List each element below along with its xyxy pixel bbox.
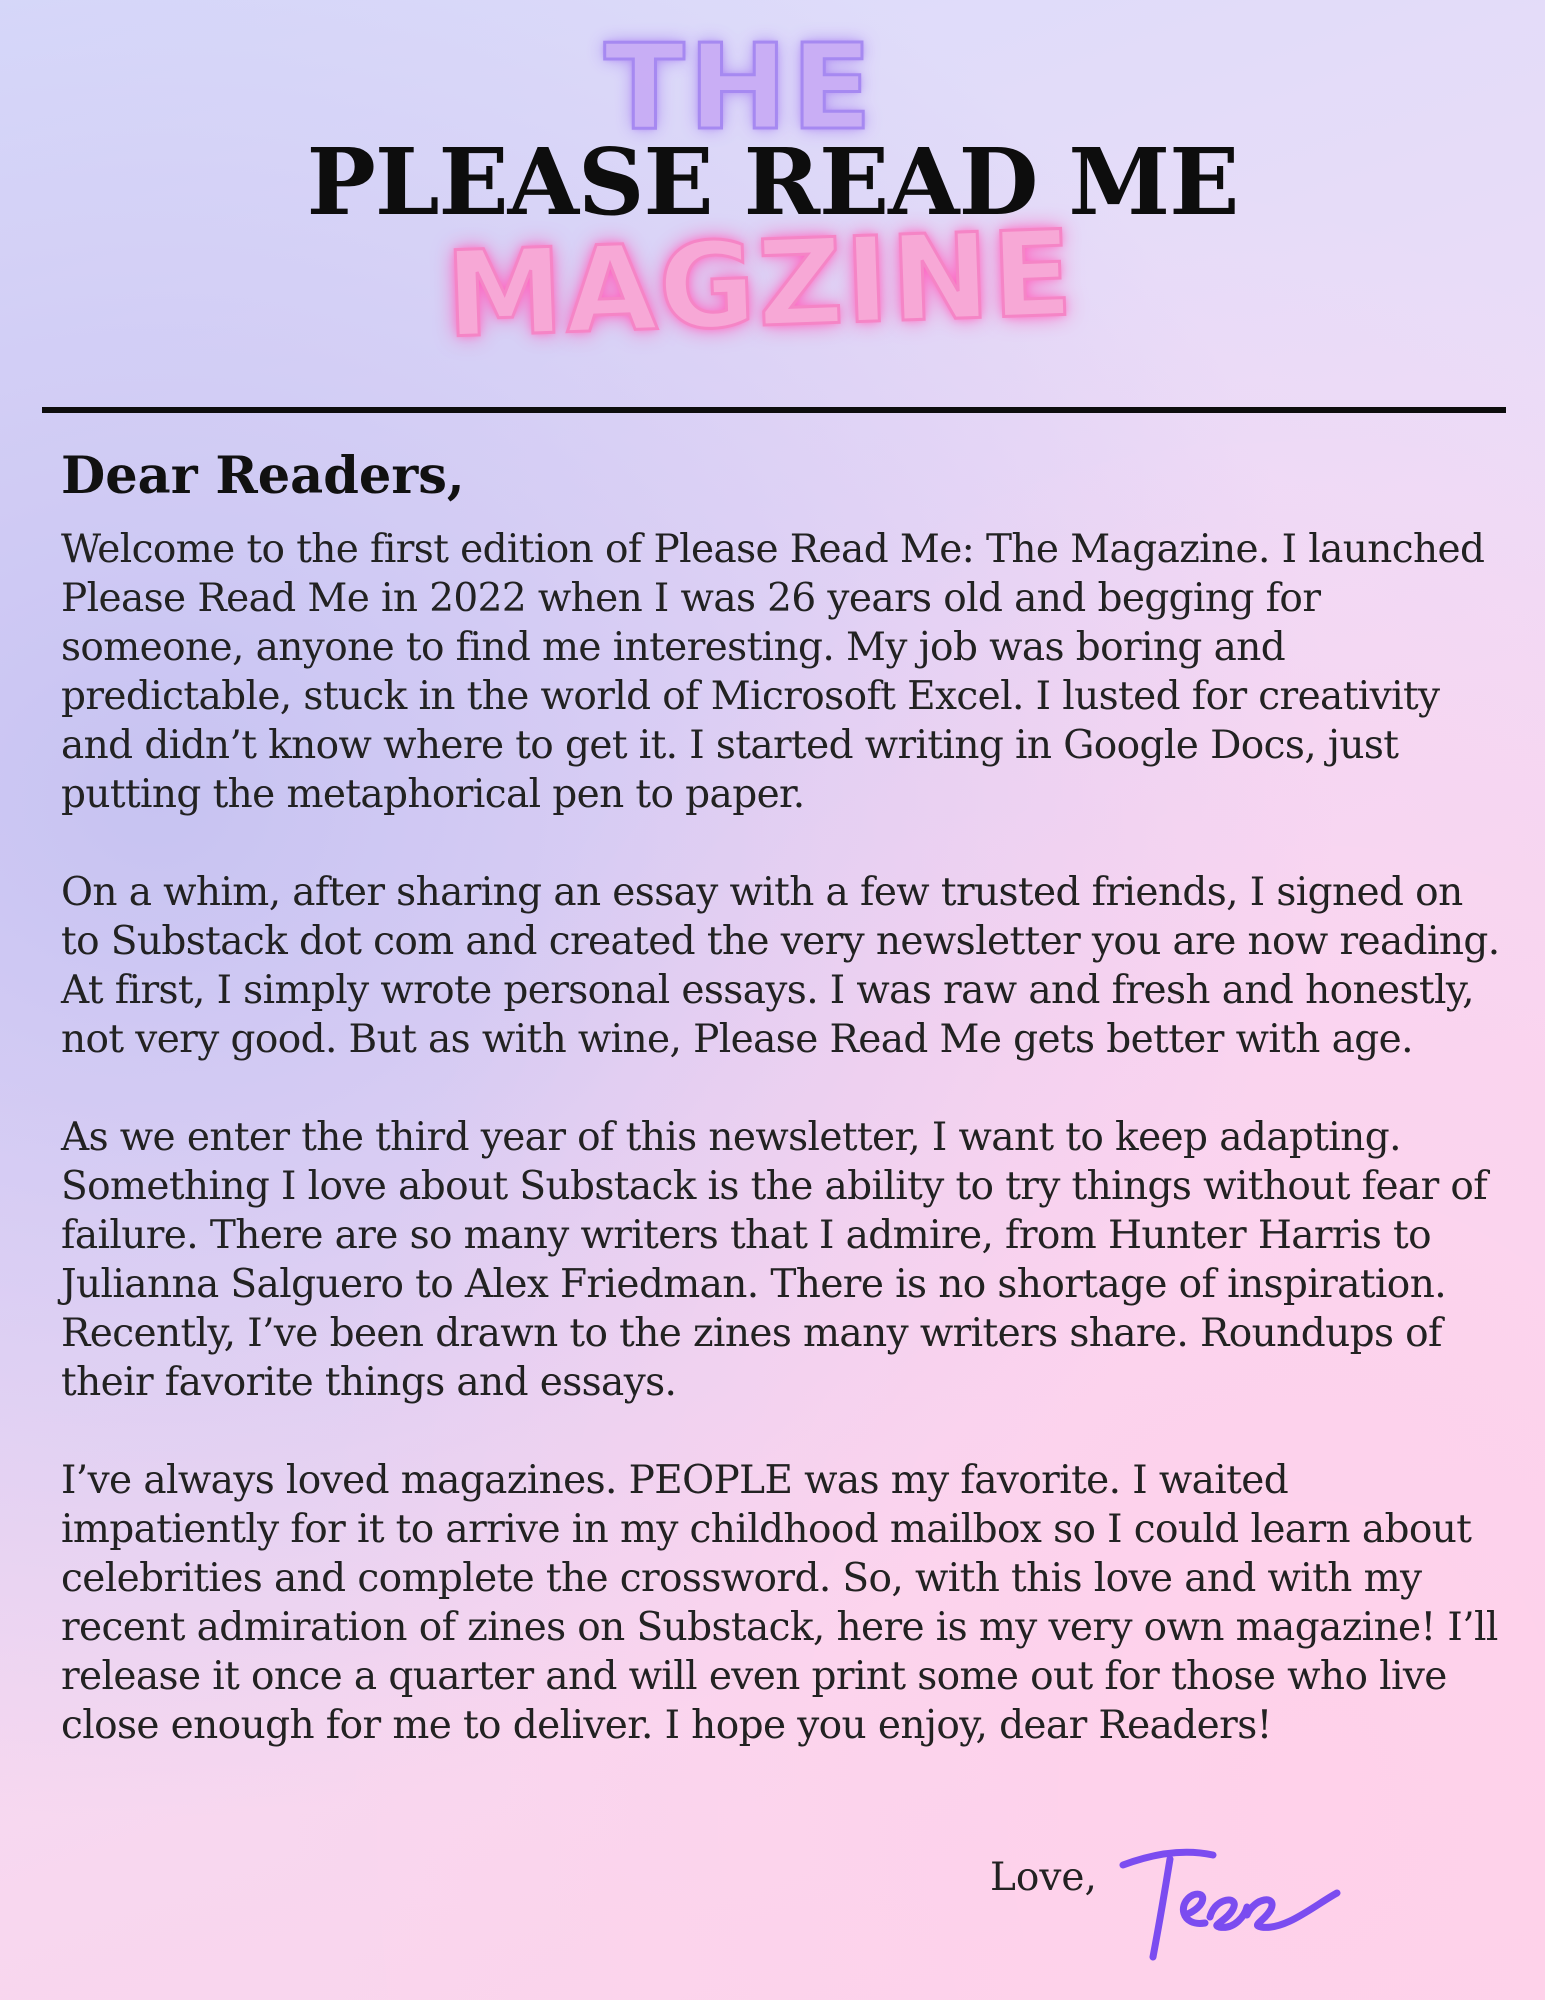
paragraph-3: As we enter the third year of this newsletter, I want to keep adapting. Something I love about Substack is the ability to try things without fear of failure. There are so many writers that I admire, from Hunter Harris to Julianna Salguero to Alex Friedman. There is no shortage of inspiration. Recently, I’ve been drawn to the zines many writers share. Roundups of their favorite things and essays.	[61, 1115, 1488, 1405]
paragraph-1: Welcome to the first edition of Please Read Me: The Magazine. I launched Please Read Me in 2022 when I was 26 years old and begging for someone, anyone to find me interesting. My job was boring and predictable, stuck in the world of Microsoft Excel. I lusted for creativity and didn’t know where to get it. I started writing in Google Docs, just putting the metaphorical pen to paper.	[61, 527, 1485, 817]
masthead	[0, 0, 1545, 400]
masthead-the-bubble-text: THE	[604, 18, 876, 156]
paragraph-2: On a whim, after sharing an essay with a few trusted friends, I signed on to Substack dot com and created the very newsletter you are now reading. At first, I simply wrote personal essays. I was raw and fresh and honestly, not very good. But as with wine, Please Read Me gets better with age.	[61, 870, 1500, 1062]
header-divider	[42, 407, 1506, 413]
paragraph-4: I’ve always loved magazines. PEOPLE was my favorite. I waited impatiently for it to arrive in my childhood mailbox so I could learn about celebrities and complete the crossword. So, with this love and with my recent admiration of zines on Substack, here is my very own magazine! I’ll release it once a quarter and will even print some out for those who live close enough for me to deliver. I hope you enjoy, dear Readers!	[61, 1458, 1498, 1748]
closing: Love,	[990, 1855, 1097, 1900]
letter-body	[61, 445, 1501, 1799]
masthead-title: PLEASE READ ME	[306, 128, 1239, 236]
signature-tess	[1115, 1835, 1345, 1965]
masthead-magazine-bubble-text: MAGZINE	[443, 204, 1077, 364]
salutation: Dear Readers,	[61, 446, 465, 506]
